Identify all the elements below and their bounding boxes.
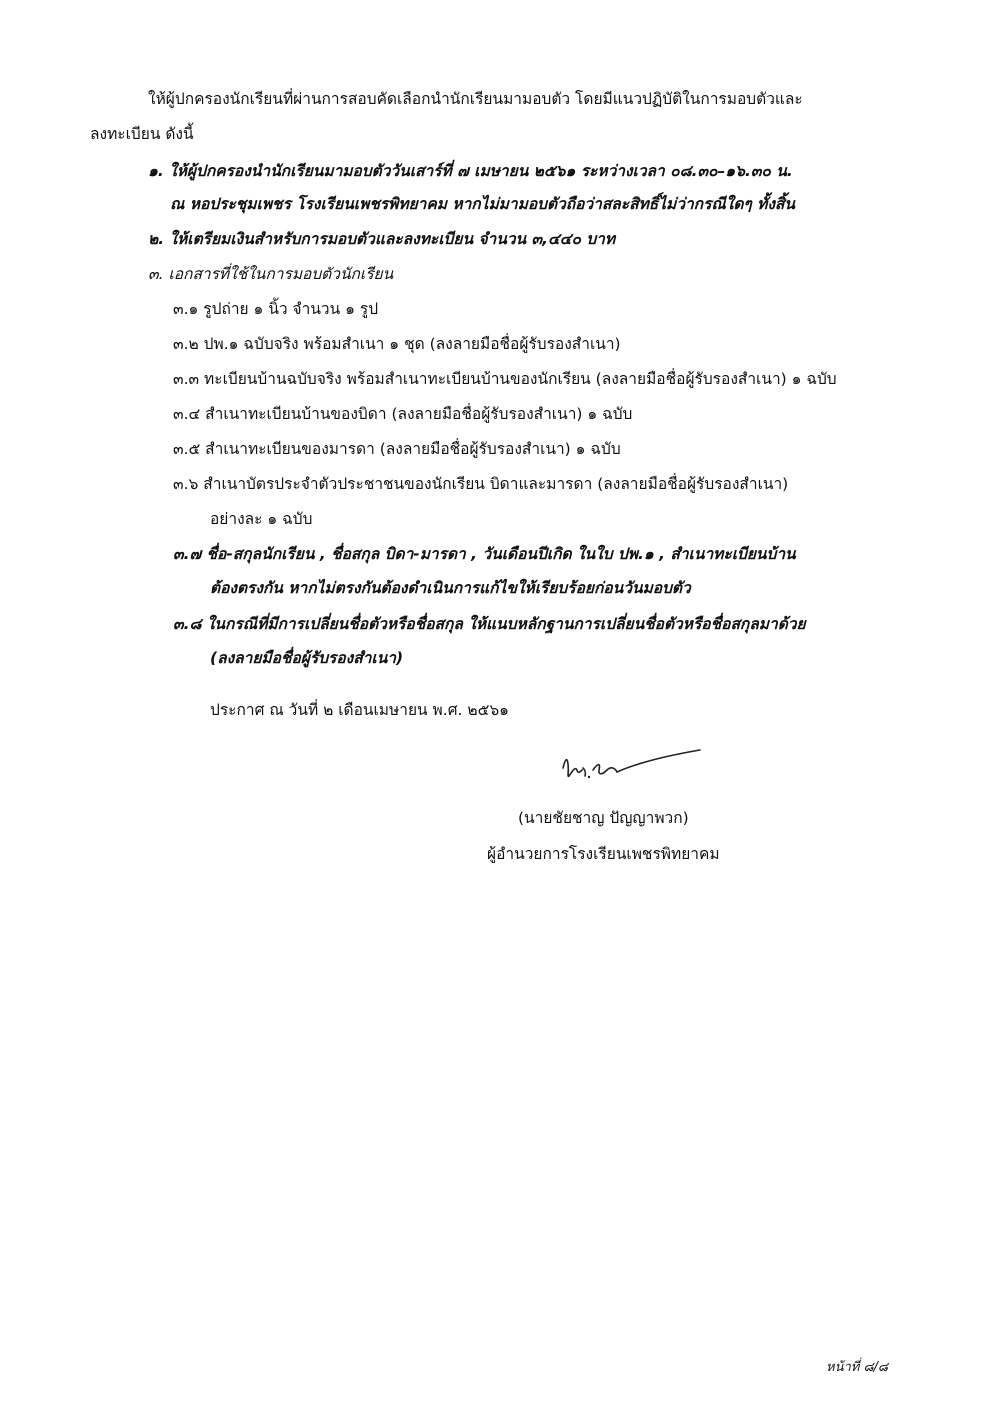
subitem-3-3: ๓.๓ ทะเบียนบ้านฉบับจริง พร้อมสำเนาทะเบียนบ้านของนักเรียน (ลงลายมือชื่อผู้รับรองสำเนา) ๑ ฉบับ: [173, 370, 837, 388]
subitem-3-8-line-2: (ลงลายมือชื่อผู้รับรองสำเนา): [210, 649, 404, 667]
subitem-3-7-line-1: ๓.๗ ชื่อ-สกุลนักเรียน , ชื่อสกุล บิดา-มารดา , วันเดือนปีเกิด ในใบ ปพ.๑ , สำเนาทะเบียนบ้าน: [173, 545, 796, 563]
item-2: ๒. ให้เตรียมเงินสำหรับการมอบตัวและลงทะเบียน จำนวน ๓,๔๔๐ บาท: [148, 230, 616, 248]
item-3: ๓. เอกสารที่ใช้ในการมอบตัวนักเรียน: [148, 265, 394, 283]
subitem-3-1: ๓.๑ รูปถ่าย ๑ นิ้ว จำนวน ๑ รูป: [173, 300, 379, 318]
subitem-3-7-line-2: ต้องตรงกัน หากไม่ตรงกันต้องดำเนินการแก้ไขให้เรียบร้อยก่อนวันมอบตัว: [210, 579, 691, 597]
subitem-3-6-line-1: ๓.๖ สำเนาบัตรประจำตัวประชาชนของนักเรียน บิดาและมารดา (ลงลายมือชื่อผู้รับรองสำเนา): [173, 475, 789, 493]
subitem-3-6-line-2: อย่างละ ๑ ฉบับ: [210, 510, 313, 528]
subitem-3-8-line-1: ๓.๘ ในกรณีที่มีการเปลี่ยนชื่อตัวหรือชื่อสกุล ให้แนบหลักฐานการเปลี่ยนชื่อตัวหรือชื่อสกุลมาด้วย: [173, 615, 806, 633]
intro-line-1: ให้ผู้ปกครองนักเรียนที่ผ่านการสอบคัดเลือกนำนักเรียนมามอบตัว โดยมีแนวปฏิบัติในการมอบตัวและ: [148, 90, 803, 108]
subitem-3-4: ๓.๔ สำเนาทะเบียนบ้านของบิดา (ลงลายมือชื่อผู้รับรองสำเนา) ๑ ฉบับ: [173, 405, 633, 423]
page-number: หน้าที่ ๘/๘: [826, 1360, 888, 1375]
item-1-line-1: ๑. ให้ผู้ปกครองนำนักเรียนมามอบตัววันเสาร์ที่ ๗ เมษายน ๒๕๖๑ ระหว่างเวลา ๐๘.๓๐–๑๖.๓๐ น.: [148, 162, 793, 180]
subitem-3-2: ๓.๒ ปพ.๑ ฉบับจริง พร้อมสำเนา ๑ ชุด (ลงลายมือชื่อผู้รับรองสำเนา): [173, 335, 621, 353]
signatory-position: ผู้อำนวยการโรงเรียนเพชรพิทยาคม: [487, 845, 720, 863]
intro-line-2: ลงทะเบียน ดังนี้: [90, 125, 194, 143]
signature-image: [555, 746, 705, 786]
announcement-date: ประกาศ ณ วันที่ ๒ เดือนเมษายน พ.ศ. ๒๕๖๑: [210, 701, 510, 719]
signatory-name: (นายชัยชาญ ปัญญาพวก): [518, 809, 689, 827]
item-1-line-2: ณ หอประชุมเพชร โรงเรียนเพชรพิทยาคม หากไม่มามอบตัวถือว่าสละสิทธิ์ไม่ว่ากรณีใดๆ ทั้งสิ้น: [170, 195, 795, 213]
subitem-3-5: ๓.๕ สำเนาทะเบียนของมารดา (ลงลายมือชื่อผู้รับรองสำเนา) ๑ ฉบับ: [173, 440, 621, 458]
